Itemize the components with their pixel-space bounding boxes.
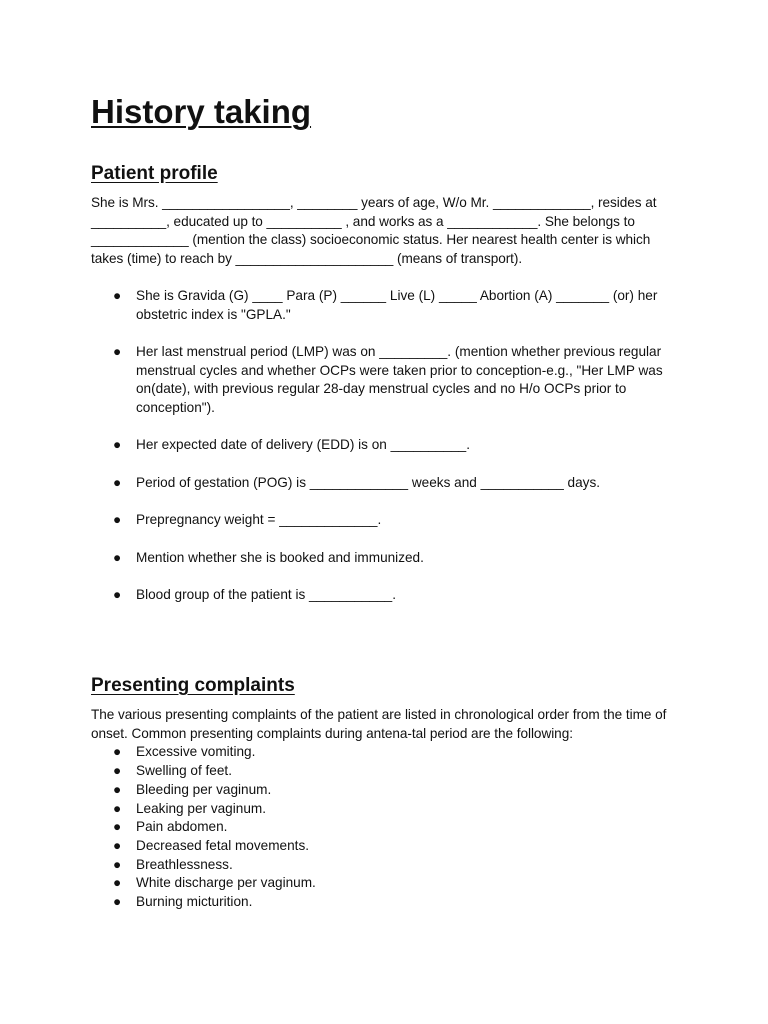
- bullet-icon: ●: [113, 343, 122, 359]
- list-item-text: Period of gestation (POG) is _____________ weeks and ___________ days.: [136, 474, 601, 490]
- list-item-text: White discharge per vaginum.: [136, 875, 316, 891]
- bullet-icon: ●: [113, 512, 122, 528]
- patient-profile-section: [91, 162, 681, 623]
- list-item: [91, 511, 681, 530]
- bullet-icon: ●: [113, 894, 122, 910]
- bullet-icon: ●: [113, 586, 122, 602]
- list-item: [91, 818, 681, 837]
- bullet-icon: ●: [113, 819, 122, 835]
- list-item: [91, 343, 681, 418]
- bullet-icon: ●: [113, 800, 122, 816]
- list-item-text: Mention whether she is booked and immunized.: [136, 549, 424, 565]
- list-item: [91, 781, 681, 800]
- list-item: [91, 287, 681, 324]
- bullet-icon: ●: [113, 744, 122, 760]
- list-item-text: Prepregnancy weight = _____________.: [136, 512, 382, 528]
- list-item: [91, 762, 681, 781]
- patient-profile-paragraph: She is Mrs. _________________, ________ years of age, W/o Mr. _____________, resides at __________, educated up to __________ , and works as a ____________. She belongs to _____________ (mention the class) socioeconomic status. Her nearest health center is which takes (time) to reach by _____________________ (means of transport).: [91, 195, 657, 267]
- list-item-text: Her last menstrual period (LMP) was on _________. (mention whether previous regular menstrual cycles and whether OCPs were taken prior to conception-e.g., "Her LMP was on(date), with previous regular 28-day menstrual cycles and no H/o OCPs prior to conception").: [136, 343, 663, 416]
- list-item-text: Leaking per vaginum.: [136, 800, 266, 816]
- presenting-complaints-list: [91, 743, 681, 911]
- list-item-text: Swelling of feet.: [136, 763, 232, 779]
- bullet-icon: ●: [113, 549, 122, 565]
- bullet-icon: ●: [113, 287, 122, 303]
- presenting-complaints-section: [91, 674, 681, 912]
- bullet-icon: ●: [113, 763, 122, 779]
- patient-profile-heading: Patient profile: [91, 163, 218, 184]
- bullet-icon: ●: [113, 437, 122, 453]
- list-item-text: Her expected date of delivery (EDD) is on __________.: [136, 437, 470, 453]
- presenting-complaints-paragraph: The various presenting complaints of the patient are listed in chronological order from the time of onset. Common presenting complaints during antena-tal period are the following:: [91, 707, 667, 741]
- list-item: [91, 856, 681, 875]
- document-title: History taking: [91, 93, 312, 130]
- list-item: [91, 893, 681, 912]
- list-item-text: Breathlessness.: [136, 856, 233, 872]
- list-item: [91, 474, 681, 493]
- list-item-text: Blood group of the patient is ___________.: [136, 586, 397, 602]
- bullet-icon: ●: [113, 837, 122, 853]
- list-item-text: Bleeding per vaginum.: [136, 781, 272, 797]
- list-item-text: Decreased fetal movements.: [136, 837, 310, 853]
- list-item-text: She is Gravida (G) ____ Para (P) ______ Live (L) _____ Abortion (A) _______ (or) her obstetric index is "GPLA.": [136, 287, 658, 322]
- list-item: [91, 549, 681, 568]
- list-item: [91, 874, 681, 893]
- list-item: [91, 586, 681, 605]
- bullet-icon: ●: [113, 781, 122, 797]
- list-item: [91, 436, 681, 455]
- bullet-icon: ●: [113, 875, 122, 891]
- list-item-text: Burning micturition.: [136, 894, 253, 910]
- list-item-text: Pain abdomen.: [136, 819, 228, 835]
- bullet-icon: ●: [113, 856, 122, 872]
- list-item: [91, 800, 681, 819]
- bullet-icon: ●: [113, 474, 122, 490]
- presenting-complaints-heading: Presenting complaints: [91, 675, 295, 696]
- list-item: [91, 743, 681, 762]
- list-item: [91, 837, 681, 856]
- list-item-text: Excessive vomiting.: [136, 744, 256, 760]
- patient-profile-list: [91, 287, 681, 605]
